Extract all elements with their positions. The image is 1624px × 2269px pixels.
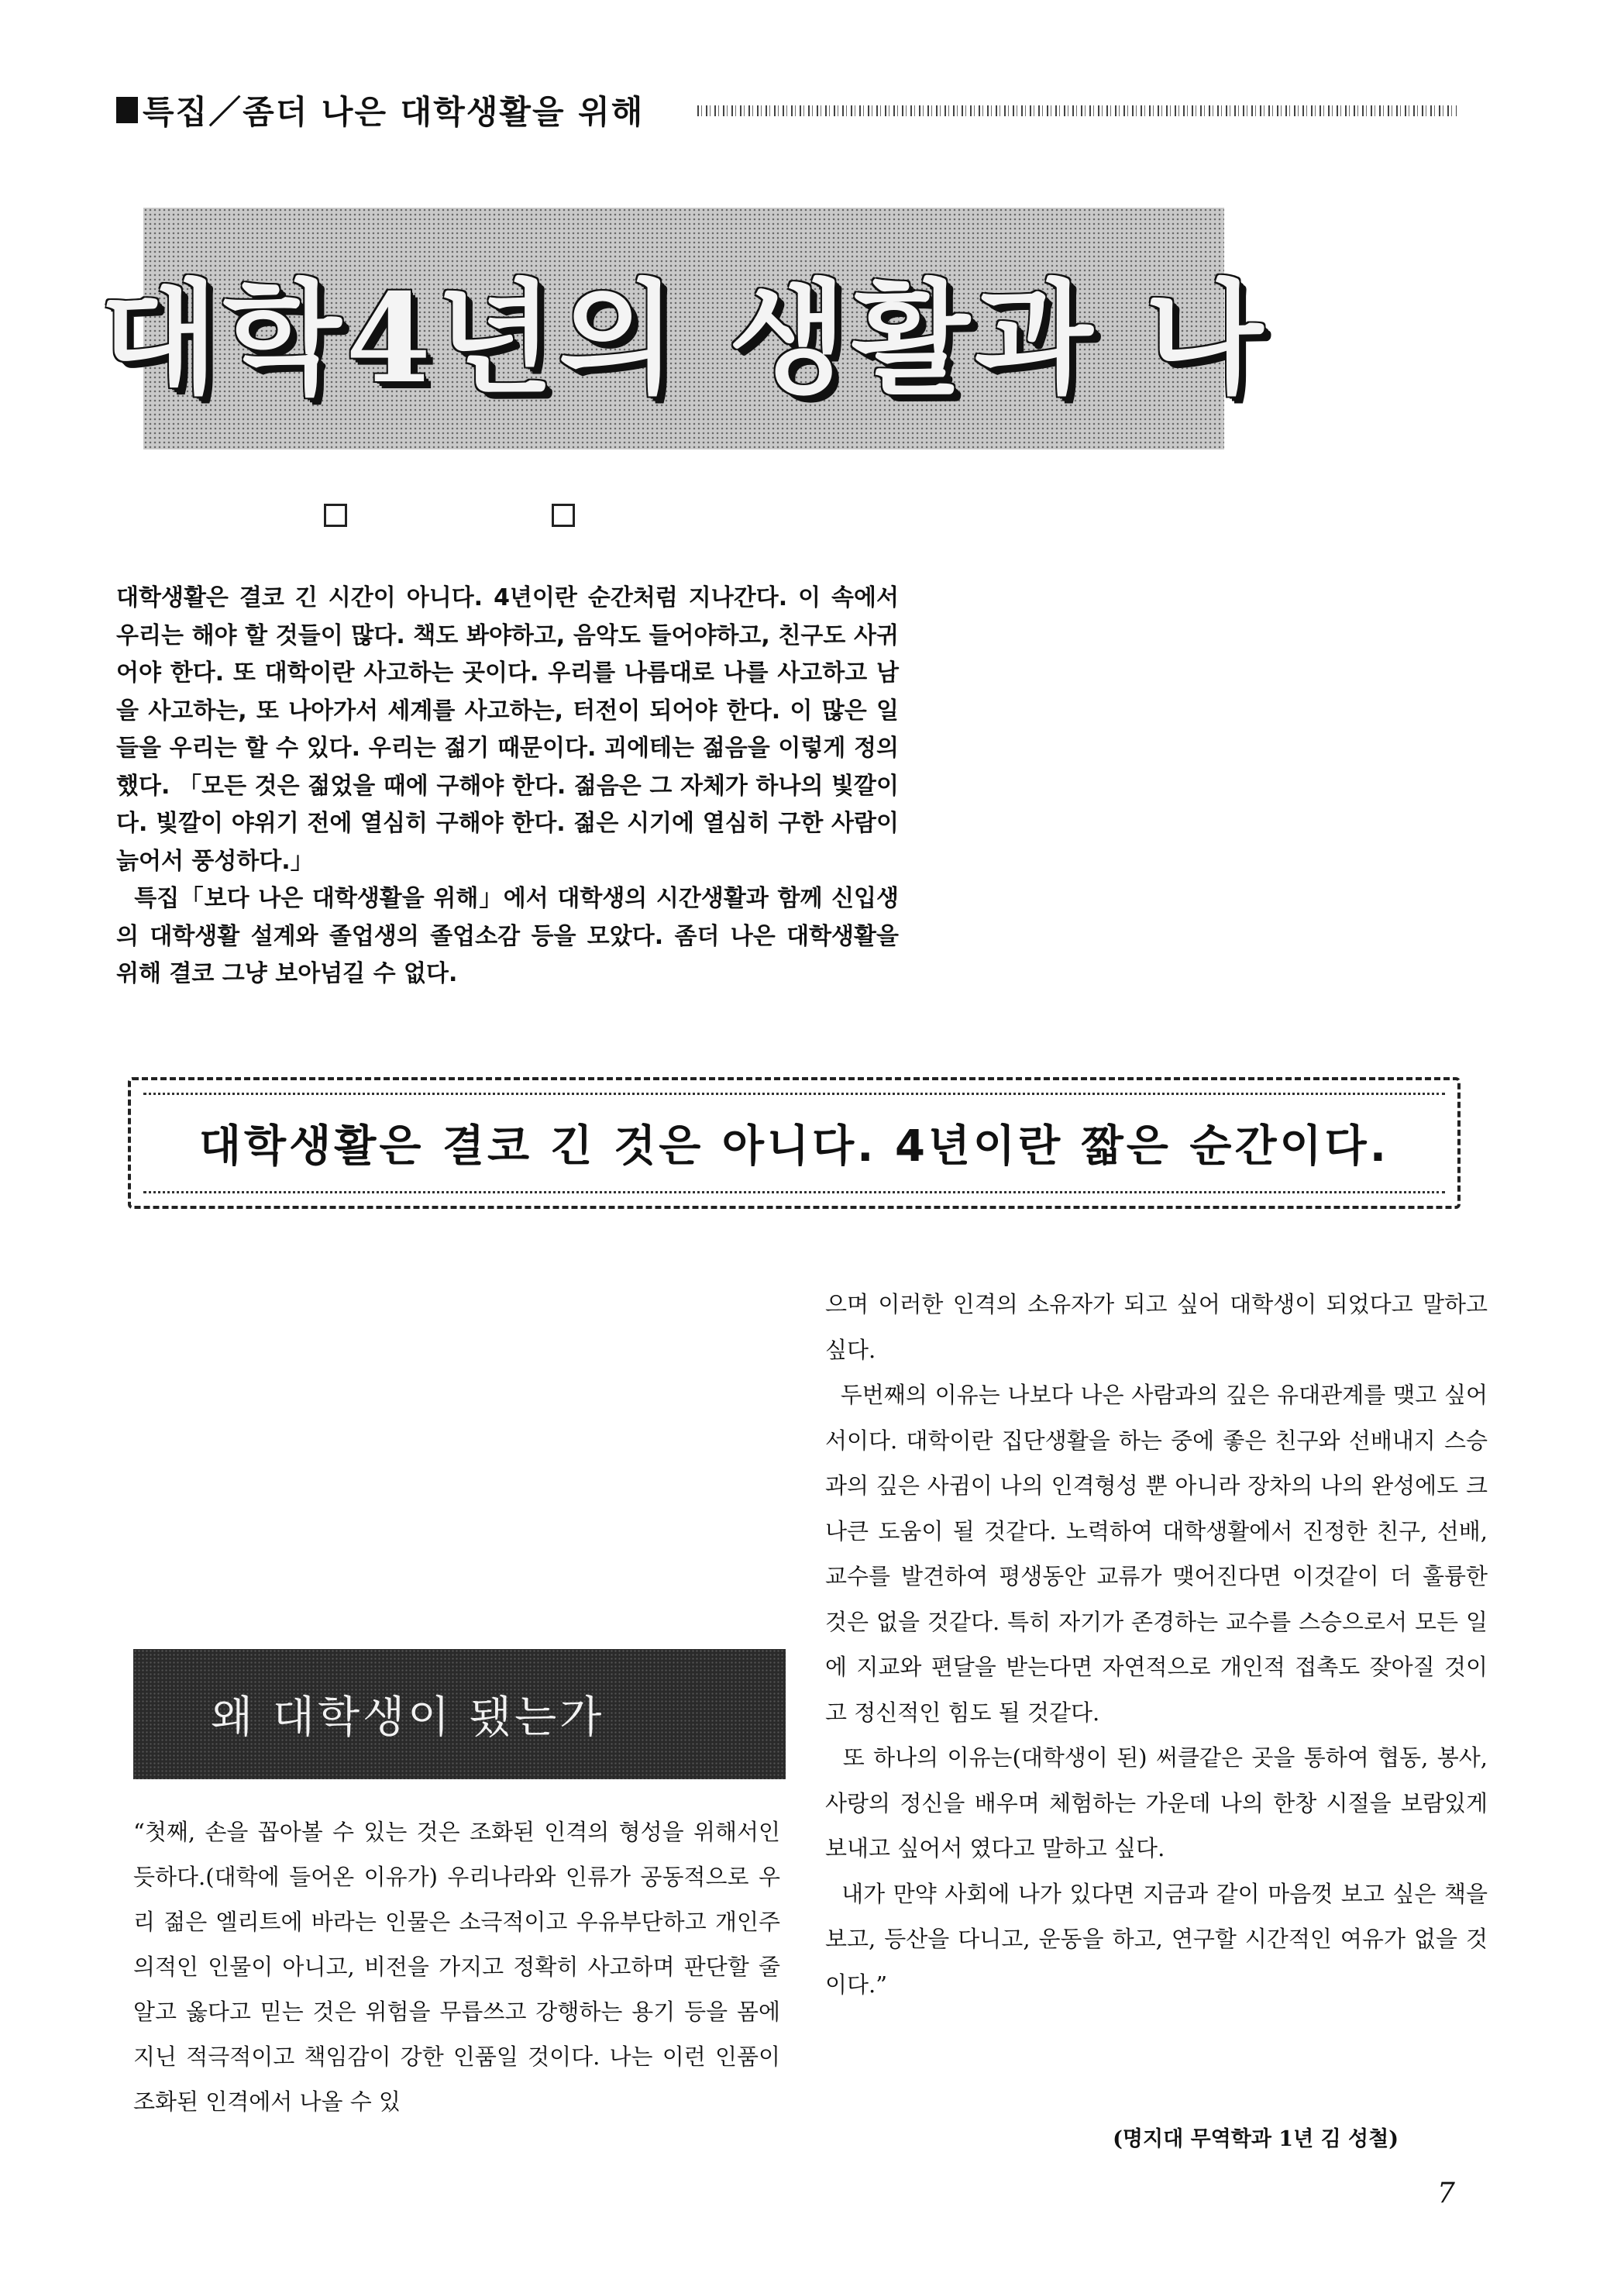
section-heading: 왜 대학생이 됐는가 bbox=[211, 1692, 605, 1743]
page-number: 7 bbox=[1437, 2178, 1455, 2209]
header-square-icon bbox=[116, 97, 138, 123]
series-title: 특집／좀더 나은 대학생활을 위해 bbox=[143, 93, 645, 131]
header-rule bbox=[697, 105, 1457, 116]
intro-paragraph: 대학생활은 결코 긴 시간이 아니다. 4년이란 순간처럼 지나간다. 이 속에서 우리는 해야 할 것들이 많다. 책도 봐야하고, 음악도 들어야하고, 친구도 사귀어야 한다. 또 대학이란 사고하는 곳이다. 우리를 나름대로 나를 사고하고 남을 사고하는, 또 나아가서 세계를 사고하는, 터전이 되어야 한다. 이 많은 일들을 우리는 할 수 있다. 우리는 젊기 때문이다. 괴에테는 젊음을 이렇게 정의했다. 「모든 것은 젊었을 때에 구해야 한다. 젊음은 그 자체가 하나의 빛깔이다. 빛깔이 야위기 전에 열심히 구해야 한다. 젊은 시기에 열심히 구한 사람이 늙어서 풍성하다.」 특집「보다 나은 대학생활을 위해」에서 대학생의 시간생활과 함께 신입생의 대학생활 설계와 졸업생의 졸업소감 등을 모았다. 좀더 나은 대학생활을 위해 결코 그냥 보아넘길 수 없다. bbox=[116, 584, 900, 987]
section-heading-box bbox=[133, 1649, 786, 1779]
series-header bbox=[116, 87, 644, 133]
ornament-square-right bbox=[552, 504, 575, 527]
body-column-right: 으며 이러한 인격의 소유자가 되고 싶어 대학생이 되었다고 말하고 싶다. 두번째의 이유는 나보다 나은 사람과의 깊은 유대관계를 맺고 싶어서이다. 대학이란 집단생활을 하는 중에 좋은 친구와 선배내지 스승과의 깊은 사귐이 나의 인격형성 뿐 아니라 장차의 나의 완성에도 크나큰 도움이 될 것같다. 노력하여 대학생활에서 진정한 친구, 선배, 교수를 발견하여 평생동안 교류가 맺어진다면 이것같이 더 훌륭한 것은 없을 것같다. 특히 자기가 존경하는 교수를 스승으로서 모든 일에 지교와 편달을 받는다면 자연적으로 개인적 접촉도 잦아질 것이고 정신적인 힘도 될 것같다. 또 하나의 이유는(대학생이 된) 써클같은 곳을 통하여 협동, 봉사, 사랑의 정신을 배우며 체험하는 가운데 나의 한창 시절을 보람있게 보내고 싶어서 였다고 말하고 싶다. 내가 만약 사회에 나가 있다면 지금과 같이 마음껏 보고 싶은 책을 보고, 등산을 다니고, 운동을 하고, 연구할 시간적인 여유가 없을 것이다.” bbox=[825, 1291, 1488, 1998]
ornament-square-left bbox=[324, 504, 347, 527]
callout-quote: 대학생활은 결코 긴 것은 아니다. 4년이란 짧은 순간이다. bbox=[198, 1121, 1390, 1172]
article-title: 대학4년의 생활과 나 bbox=[100, 267, 1268, 411]
author-byline: (명지대 무역학과 1년 김 성철) bbox=[1113, 2127, 1399, 2151]
body-column-left: “첫째, 손을 꼽아볼 수 있는 것은 조화된 인격의 형성을 위해서인 듯하다.(대학에 들어온 이유가) 우리나라와 인류가 공동적으로 우리 젊은 엘리트에 바라는 인물은 소극적이고 우유부단하고 개인주의적인 인물이 아니고, 비전을 가지고 정확히 사고하며 판단할 줄 알고 옳다고 믿는 것은 위험을 무릅쓰고 강행하는 용기 등을 몸에 지닌 적극적이고 책임감이 강한 인품일 것이다. 나는 이런 인품이 조화된 인격에서 나올 수 있 bbox=[133, 1819, 788, 2115]
